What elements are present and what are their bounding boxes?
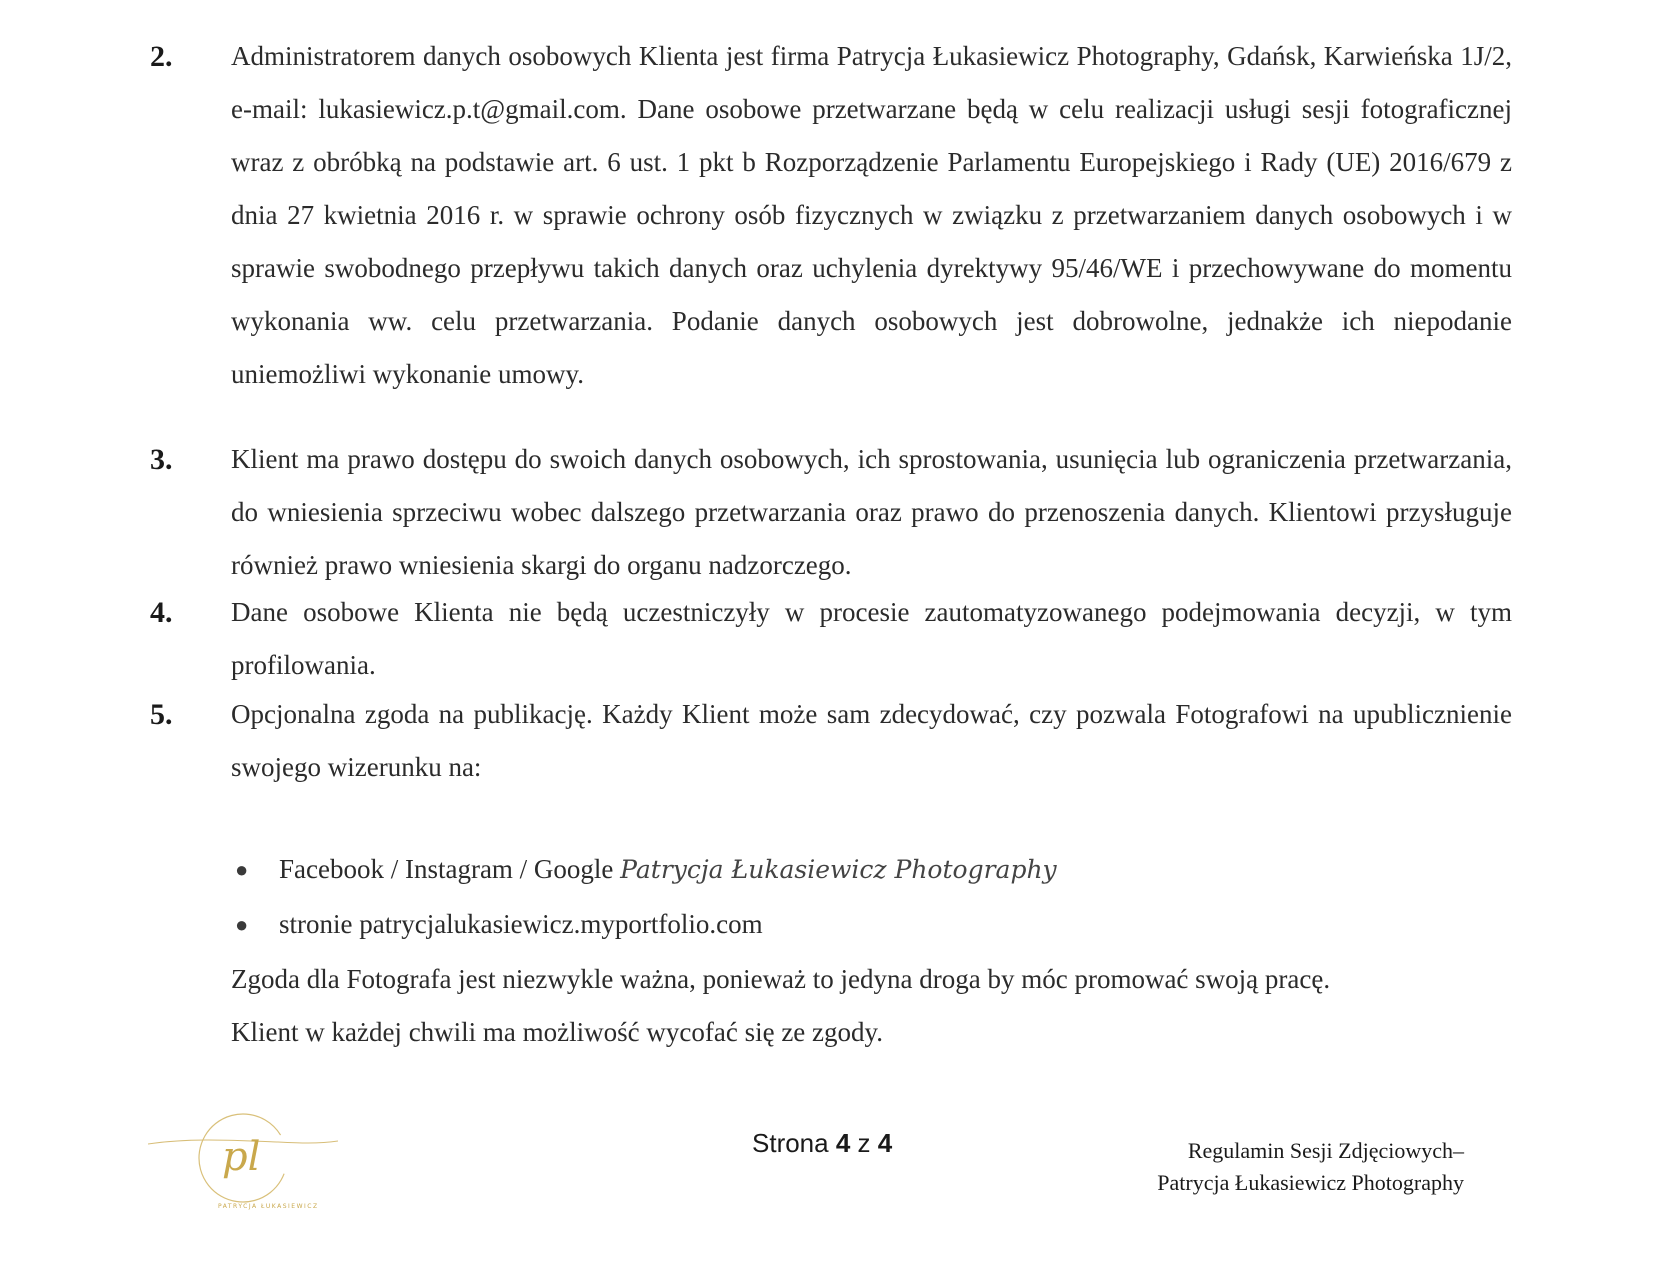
item-text: Dane osobowe Klienta nie będą uczestniczyły w procesie zautomatyzowanego podejmowania decyzji, w tym profilowania. (231, 597, 1512, 680)
footer-title-line: Regulamin Sesji Zdjęciowych– (1187, 1138, 1464, 1163)
logo-ring-text: PATRYCJA ŁUKASIEWICZ (218, 1203, 319, 1210)
list-item (150, 30, 1512, 401)
publication-channels-list (231, 842, 1431, 952)
consent-note-line: Zgoda dla Fotografa jest niezwykle ważna, ponieważ to jedyna droga by móc promować swoją pracę. (231, 964, 1331, 994)
bullet-item (231, 897, 1431, 952)
item-number: 2. (150, 40, 173, 73)
bullet-item (231, 842, 1431, 897)
item-number: 3. (150, 443, 173, 476)
item-number: 5. (150, 698, 173, 731)
item-text: Opcjonalna zgoda na publikację. Każdy Klient może sam zdecydować, czy pozwala Fotografowi na upublicznienie swojego wizerunku na: (231, 699, 1512, 782)
consent-note-line: Klient w każdej chwili ma możliwość wycofać się ze zgody. (231, 1017, 884, 1047)
list-item (150, 586, 1512, 692)
consent-note (231, 953, 1531, 1059)
page-current: 4 (835, 1128, 851, 1158)
bullet-text: stronie patrycjalukasiewicz.myportfolio.com (279, 909, 763, 939)
footer-title-line: Patrycja Łukasiewicz Photography (1157, 1170, 1464, 1195)
bullet-text: Facebook / Instagram / Google (279, 854, 621, 884)
bullet-icon: ● (235, 857, 249, 882)
brand-logo (148, 1108, 338, 1218)
page-total: 4 (877, 1128, 893, 1158)
item-text: Klient ma prawo dostępu do swoich danych osobowych, ich sprostowania, usunięcia lub ograniczenia przetwarzania, do wniesienia sprzeciwu wobec dalszego przetwarzania oraz prawo do przenoszenia danych. Klientowi przysługuje również prawo wniesienia skargi do organu nadzorczego. (231, 444, 1512, 580)
document-title-footer (1157, 1135, 1464, 1199)
brand-name: Patrycja Łukasiewicz Photography (620, 855, 1057, 884)
list-item (150, 688, 1512, 794)
page-number: Strona 4 z 4 (752, 1128, 893, 1158)
item-number: 4. (150, 596, 173, 629)
item-text: Administratorem danych osobowych Klienta jest firma Patrycja Łukasiewicz Photography, Gdańsk, Karwieńska 1J/2, e-mail: lukasiewicz.p.t@gmail.com. Dane osobowe przetwarzane będą w celu realizacji usługi sesji fotograficznej wraz z obróbką na podstawie art. 6 ust. 1 pkt b Rozporządzenie Parlamentu Europejskiego i Rady (UE) 2016/679 z dnia 27 kwietnia 2016 r. w sprawie ochrony osób fizycznych w związku z przetwarzaniem danych osobowych i w sprawie swobodnego przepływu takich danych oraz uchylenia dyrektywy 95/46/WE i przechowywane do momentu wykonania ww. celu przetwarzania. Podanie danych osobowych jest dobrowolne, jednakże ich niepodanie uniemożliwi wykonanie umowy. (231, 41, 1512, 389)
logo-monogram: pl (222, 1134, 261, 1180)
bullet-icon: ● (235, 912, 249, 937)
list-item (150, 433, 1512, 592)
